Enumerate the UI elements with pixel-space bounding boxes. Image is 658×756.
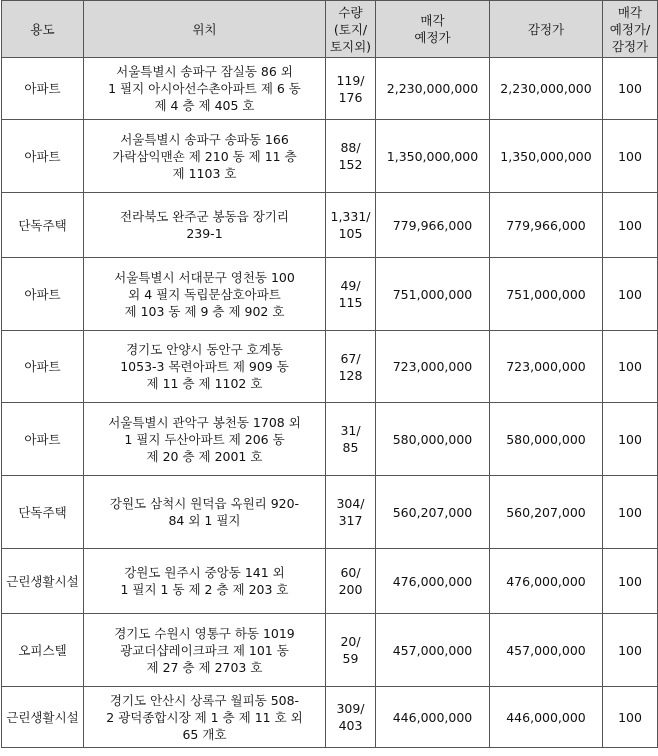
cell-use: 아파트	[2, 258, 84, 331]
table-header-row	[2, 1, 658, 58]
table-row	[2, 403, 658, 476]
cell-quantity: 20/ 59	[326, 614, 376, 687]
cell-quantity: 304/ 317	[326, 476, 376, 549]
header-appraisal: 감정가	[490, 1, 603, 58]
header-sale-price: 매각 예정가	[376, 1, 490, 58]
header-use: 용도	[2, 1, 84, 58]
cell-location: 경기도 안산시 상록구 월피동 508- 2 광덕종합시장 제 1 층 제 11 호 외 65 개호	[84, 687, 326, 748]
cell-sale-price: 751,000,000	[376, 258, 490, 331]
cell-location: 경기도 수원시 영통구 하동 1019 광교더샵레이크파크 제 101 동 제 27 층 제 2703 호	[84, 614, 326, 687]
cell-appraisal: 2,230,000,000	[490, 58, 603, 120]
cell-quantity: 119/ 176	[326, 58, 376, 120]
cell-ratio: 100	[603, 614, 658, 687]
cell-appraisal: 457,000,000	[490, 614, 603, 687]
cell-location: 서울특별시 서대문구 영천동 100 외 4 필지 독립문삼호아파트 제 103 동 제 9 층 제 902 호	[84, 258, 326, 331]
table-row	[2, 193, 658, 258]
cell-use: 아파트	[2, 120, 84, 193]
table-row	[2, 476, 658, 549]
table-row	[2, 549, 658, 614]
cell-use: 아파트	[2, 331, 84, 403]
cell-ratio: 100	[603, 120, 658, 193]
cell-sale-price: 1,350,000,000	[376, 120, 490, 193]
cell-appraisal: 560,207,000	[490, 476, 603, 549]
cell-quantity: 60/ 200	[326, 549, 376, 614]
cell-appraisal: 723,000,000	[490, 331, 603, 403]
cell-sale-price: 446,000,000	[376, 687, 490, 748]
cell-ratio: 100	[603, 403, 658, 476]
cell-appraisal: 580,000,000	[490, 403, 603, 476]
cell-ratio: 100	[603, 58, 658, 120]
cell-appraisal: 1,350,000,000	[490, 120, 603, 193]
table-row	[2, 331, 658, 403]
cell-location: 경기도 안양시 동안구 호계동 1053-3 목련아파트 제 909 동 제 11 층 제 1102 호	[84, 331, 326, 403]
property-sale-table	[1, 0, 658, 748]
header-quantity: 수량 (토지/ 토지외)	[326, 1, 376, 58]
cell-appraisal: 751,000,000	[490, 258, 603, 331]
cell-location: 강원도 삼척시 원덕읍 옥원리 920- 84 외 1 필지	[84, 476, 326, 549]
cell-sale-price: 723,000,000	[376, 331, 490, 403]
cell-sale-price: 476,000,000	[376, 549, 490, 614]
cell-use: 근린생활시설	[2, 549, 84, 614]
cell-location: 서울특별시 관악구 봉천동 1708 외 1 필지 두산아파트 제 206 동 제 20 층 제 2001 호	[84, 403, 326, 476]
cell-location: 서울특별시 송파구 송파동 166 가락삼익맨숀 제 210 동 제 11 층 제 1103 호	[84, 120, 326, 193]
cell-sale-price: 2,230,000,000	[376, 58, 490, 120]
header-location: 위치	[84, 1, 326, 58]
cell-appraisal: 476,000,000	[490, 549, 603, 614]
cell-ratio: 100	[603, 476, 658, 549]
cell-location: 강원도 원주시 중앙동 141 외 1 필지 1 동 제 2 층 제 203 호	[84, 549, 326, 614]
cell-appraisal: 779,966,000	[490, 193, 603, 258]
cell-use: 근린생활시설	[2, 687, 84, 748]
cell-appraisal: 446,000,000	[490, 687, 603, 748]
cell-quantity: 67/ 128	[326, 331, 376, 403]
cell-sale-price: 457,000,000	[376, 614, 490, 687]
cell-use: 단독주택	[2, 193, 84, 258]
cell-ratio: 100	[603, 193, 658, 258]
cell-location: 전라북도 완주군 봉동읍 장기리 239-1	[84, 193, 326, 258]
cell-use: 아파트	[2, 58, 84, 120]
cell-quantity: 88/ 152	[326, 120, 376, 193]
cell-sale-price: 779,966,000	[376, 193, 490, 258]
cell-use: 단독주택	[2, 476, 84, 549]
table-row	[2, 687, 658, 748]
cell-ratio: 100	[603, 549, 658, 614]
table-row	[2, 58, 658, 120]
cell-sale-price: 580,000,000	[376, 403, 490, 476]
table-row	[2, 258, 658, 331]
cell-location: 서울특별시 송파구 잠실동 86 외 1 필지 아시아선수촌아파트 제 6 동 제 4 층 제 405 호	[84, 58, 326, 120]
cell-ratio: 100	[603, 687, 658, 748]
cell-quantity: 49/ 115	[326, 258, 376, 331]
header-ratio: 매각 예정가/ 감정가	[603, 1, 658, 58]
cell-ratio: 100	[603, 331, 658, 403]
cell-use: 아파트	[2, 403, 84, 476]
cell-sale-price: 560,207,000	[376, 476, 490, 549]
table-row	[2, 120, 658, 193]
cell-quantity: 1,331/ 105	[326, 193, 376, 258]
table-row	[2, 614, 658, 687]
cell-use: 오피스텔	[2, 614, 84, 687]
cell-ratio: 100	[603, 258, 658, 331]
cell-quantity: 31/ 85	[326, 403, 376, 476]
cell-quantity: 309/ 403	[326, 687, 376, 748]
